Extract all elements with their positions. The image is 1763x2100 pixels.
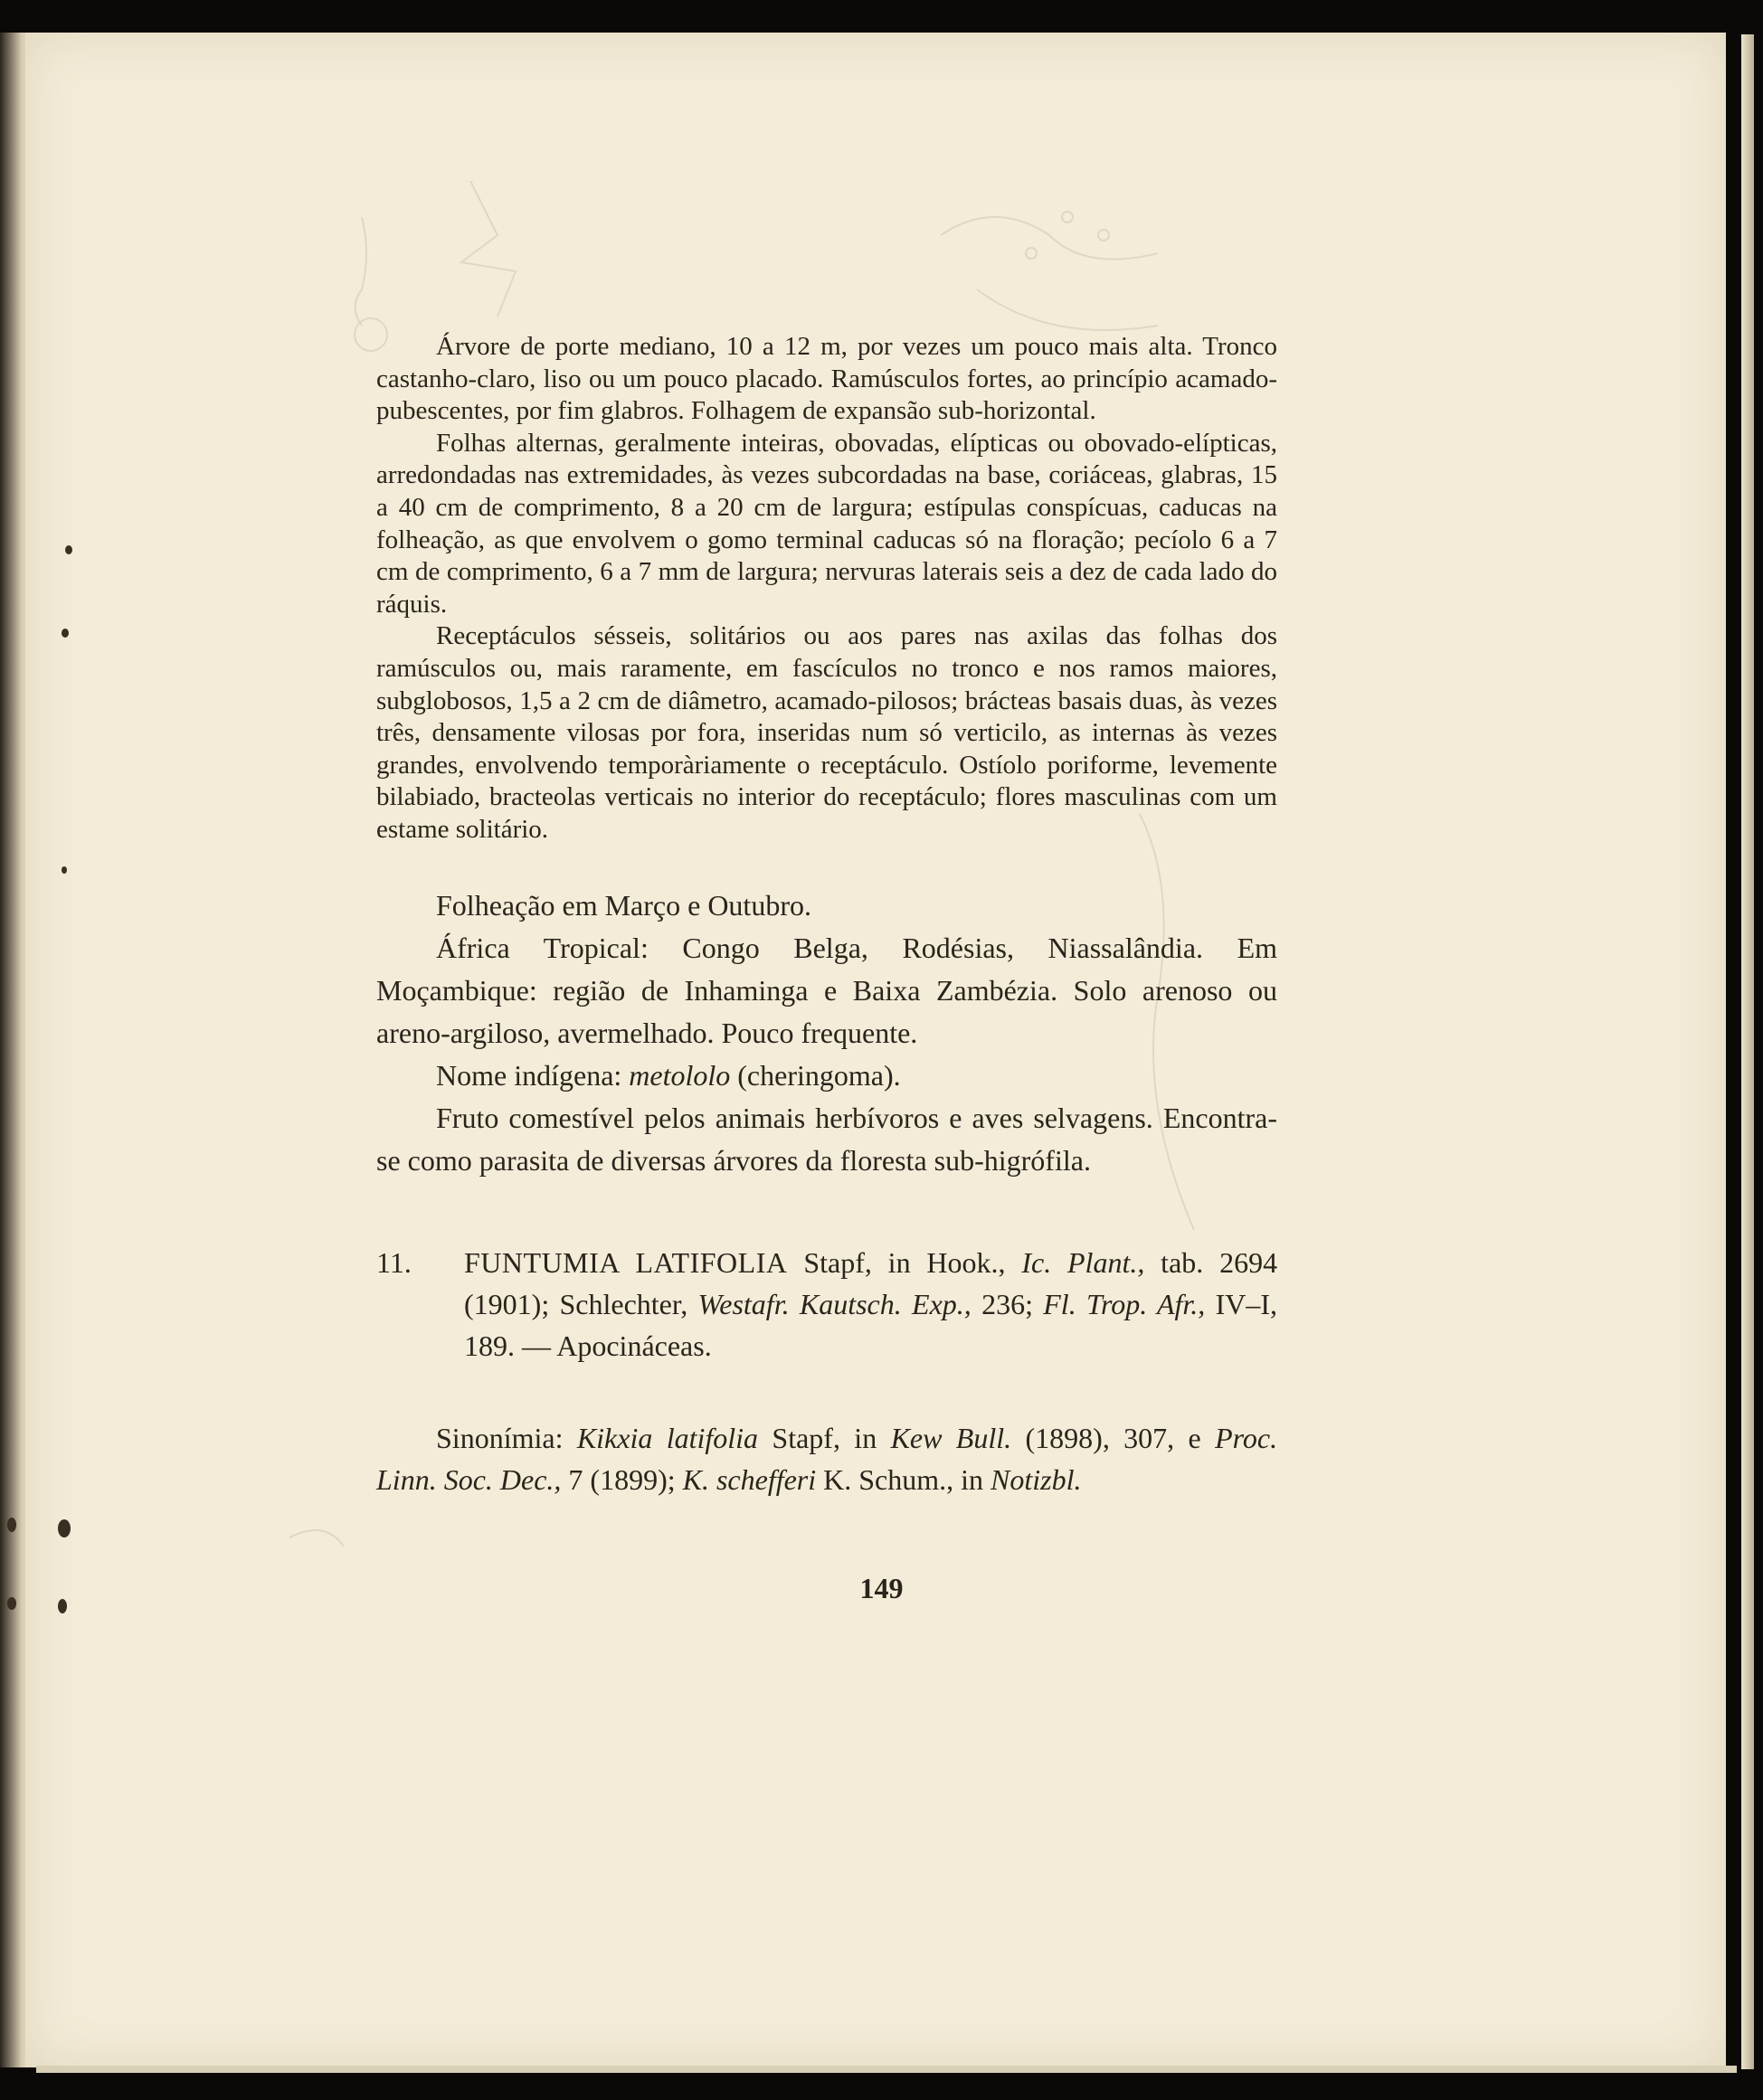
synonym-name: K. schefferi	[682, 1462, 817, 1496]
synonymy-text: K. Schum., in	[823, 1462, 984, 1496]
page-number: 149	[859, 1572, 904, 1604]
species-name: FUNTUMIA LATIFOLIA	[464, 1245, 788, 1279]
page-right-edge	[1741, 34, 1754, 2069]
paragraph-distribution: África Tropical: Congo Belga, Rodésias, Niassalândia. Em Moçambique: região de Inhaminga e Baixa Zambézia. Solo arenoso ou areno-argiloso, avermelhado. Pouco frequente.	[376, 931, 1277, 1049]
native-name-value: metololo	[629, 1058, 731, 1092]
synonymy-text: (1898), 307, e	[1025, 1421, 1201, 1454]
binding-hole	[58, 1519, 71, 1537]
synonymy-text: 7 (1899);	[568, 1462, 676, 1496]
species-journal: Westafr. Kautsch. Exp.,	[697, 1287, 972, 1320]
synonymy-label: Sinonímia:	[436, 1421, 564, 1454]
species-journal: Ic. Plant.,	[1021, 1245, 1145, 1279]
binding-hole	[62, 866, 67, 874]
species-heading	[376, 1242, 1277, 1367]
binding-hole	[7, 1518, 16, 1532]
species-citation: 236;	[981, 1287, 1033, 1320]
species-citation: IV–I, 189. — Apocináceas.	[464, 1287, 1278, 1362]
description-section	[376, 331, 1277, 847]
species-journal: Fl. Trop. Afr.,	[1043, 1287, 1206, 1320]
synonymy-journal: Proc. Linn. Soc. Dec.,	[376, 1421, 1278, 1496]
synonymy-text: Stapf, in	[772, 1421, 877, 1454]
paragraph-receptacles: Receptáculos sésseis, solitários ou aos pares nas axilas das folhas dos ramúsculos ou, mais raramente, em fascículos no tronco e nos ramos maiores, subglobosos, 1,5 a 2 cm de diâmetro, acamado-pilosos; brácteas basais duas, às vezes três, densamente vilosas por fora, inseridas num só verticilo, as internas às vezes grandes, envolvendo temporàriamente o receptáculo. Ostíolo poriforme, levemente bilabiado, bracteolas verticais no interior do receptáculo; flores masculinas com um estame solitário.	[376, 621, 1277, 844]
native-name-suffix: (cheringoma).	[737, 1058, 901, 1092]
paragraph-native-name	[376, 1055, 1277, 1097]
page-body	[376, 331, 1277, 1529]
native-name-label: Nome indígena:	[436, 1058, 622, 1092]
binding-hole	[65, 545, 72, 554]
species-citation: Stapf, in Hook.,	[803, 1245, 1006, 1279]
paragraph-fruit: Fruto comestível pelos animais herbívoros e aves selvagens. Encontra-se como parasita de diversas árvores da floresta sub-higrófila.	[376, 1101, 1277, 1177]
synonymy-paragraph	[376, 1417, 1277, 1500]
synonym-name: Kikxia latifolia	[576, 1421, 759, 1454]
species-number: 11.	[376, 1245, 412, 1279]
page-bottom-edge	[36, 2066, 1737, 2073]
paragraph-tree: Árvore de porte mediano, 10 a 12 m, por vezes um pouco mais alta. Tronco castanho-claro, liso ou um pouco placado. Ramúsculos fortes, ao princípio acamado-pubescentes, por fim glabros. Folhagem de expansão sub-horizontal.	[376, 332, 1277, 426]
species-citation: tab. 2694 (1901); Schlechter,	[464, 1245, 1278, 1320]
notes-section	[376, 884, 1277, 1182]
paragraph-leafing: Folheação em Março e Outubro.	[436, 888, 811, 922]
synonymy-journal: Kew Bull.	[890, 1421, 1012, 1454]
synonymy-journal: Notizbl.	[991, 1462, 1082, 1496]
binding-hole	[62, 629, 69, 638]
paragraph-leaves: Folhas alternas, geralmente inteiras, obovadas, elípticas ou obovado-elípticas, arredondadas nas extremidades, às vezes subcordadas na base, coriáceas, glabras, 15 a 40 cm de comprimento, 8 a 20 cm de largura; estípulas conspícuas, caducas na folheação, as que envolvem o gomo terminal caducas só na floração; pecíolo 6 a 7 cm de comprimento, 6 a 7 mm de largura; nervuras laterais seis a dez de cada lado do ráquis.	[376, 428, 1277, 619]
